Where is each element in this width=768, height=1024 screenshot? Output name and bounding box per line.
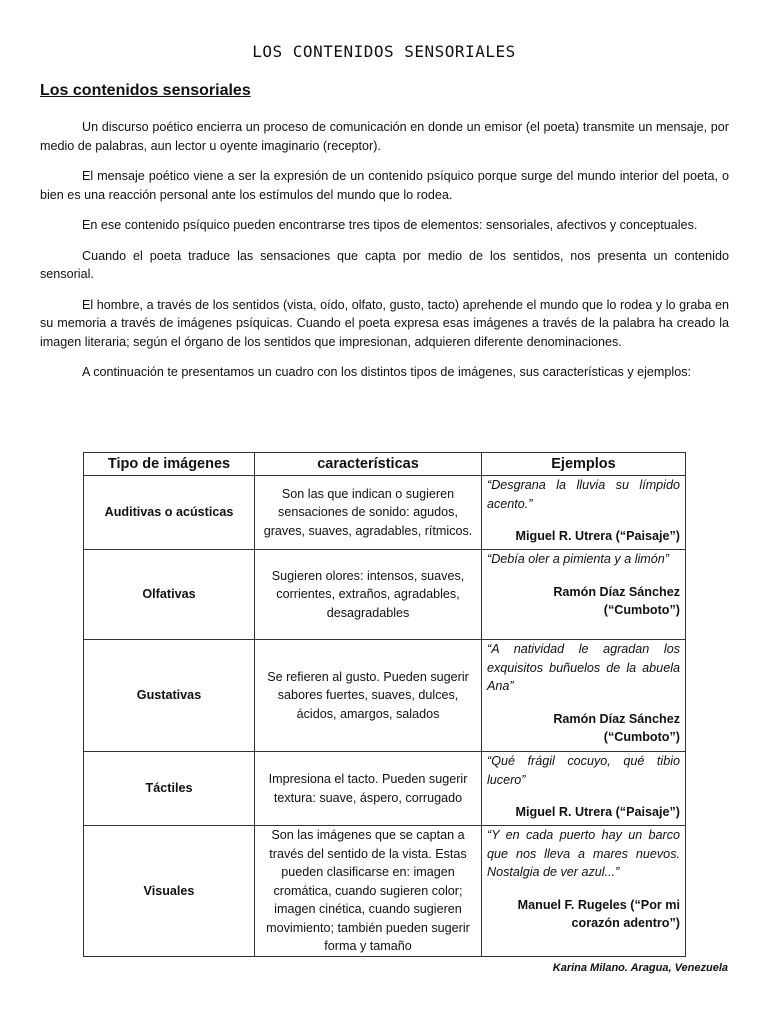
example-cell bbox=[482, 476, 686, 550]
image-types-table bbox=[83, 452, 686, 957]
image-type-cell: Olfativas bbox=[84, 550, 255, 640]
example-quote: “A natividad le agradan los exquisitos buñuelos de la abuela Ana” bbox=[487, 642, 680, 693]
paragraph: El hombre, a través de los sentidos (vista, oído, olfato, gusto, tacto) aprehende el mundo que lo rodea y lo graba en su memoria a través de imágenes psíquicas. Cuando el poeta expresa esas imágenes a través de la palabra ha creado la imagen literaria; según el órgano de los sentidos que impresionan, adquieren diferente denominaciones. bbox=[40, 297, 729, 349]
image-type-cell: Auditivas o acústicas bbox=[84, 476, 255, 550]
author-credit: Karina Milano. Aragua, Venezuela bbox=[552, 962, 728, 974]
characteristics-cell: Son las que indican o sugieren sensaciones de sonido: agudos, graves, suaves, agradables, rítmicos. bbox=[255, 476, 482, 550]
paragraph: El mensaje poético viene a ser la expresión de un contenido psíquico porque surge del mundo interior del poeta, o bien es una reacción personal ante los estímulos del mundo que lo rodea. bbox=[40, 169, 729, 202]
paragraph: A continuación te presentamos un cuadro con los distintos tipos de imágenes, sus características y ejemplos: bbox=[82, 365, 692, 379]
document-title: LOS CONTENIDOS SENSORIALES bbox=[252, 42, 516, 61]
example-cell bbox=[482, 550, 686, 640]
example-cell bbox=[482, 640, 686, 752]
column-header-examples: Ejemplos bbox=[482, 453, 686, 476]
table-row bbox=[84, 752, 686, 826]
table-row bbox=[84, 640, 686, 752]
example-quote: “Desgrana la lluvia su límpido acento.” bbox=[487, 478, 680, 511]
example-quote: “Qué frágil cocuyo, qué tibio lucero” bbox=[487, 754, 680, 787]
example-author: Miguel R. Utrera (“Paisaje”) bbox=[515, 529, 680, 543]
section-heading: Los contenidos sensoriales bbox=[40, 82, 251, 99]
characteristics-cell: Son las imágenes que se captan a través del sentido de la vista. Estas pueden clasificarse en: imagen cromática, cuando sugieren color; imagen cinética, cuando sugieren movimiento; también pueden sugerir forma y tamaño bbox=[255, 826, 482, 957]
paragraph: Cuando el poeta traduce las sensaciones que capta por medio de los sentidos, nos presenta un contenido sensorial. bbox=[40, 248, 729, 281]
table-row bbox=[84, 550, 686, 640]
table-header-row bbox=[84, 453, 686, 476]
example-author: Miguel R. Utrera (“Paisaje”) bbox=[515, 805, 680, 819]
characteristics-cell: Se refieren al gusto. Pueden sugerir sabores fuertes, suaves, dulces, ácidos, amargos, salados bbox=[255, 640, 482, 752]
paragraph: Un discurso poético encierra un proceso de comunicación en donde un emisor (el poeta) transmite un mensaje, por medio de palabras, aun lector u oyente imaginario (receptor). bbox=[40, 120, 729, 153]
characteristics-cell: Sugieren olores: intensos, suaves, corrientes, extraños, agradables, desagradables bbox=[255, 550, 482, 640]
image-type-cell: Visuales bbox=[84, 826, 255, 957]
image-type-cell: Gustativas bbox=[84, 640, 255, 752]
example-author: Manuel F. Rugeles (“Por mi corazón adentro”) bbox=[517, 897, 680, 930]
example-quote: “Debía oler a pimienta y a limón” bbox=[487, 552, 669, 566]
example-author: Ramón Díaz Sánchez (“Cumboto”) bbox=[553, 711, 680, 744]
column-header-type: Tipo de imágenes bbox=[84, 453, 255, 476]
image-type-cell: Táctiles bbox=[84, 752, 255, 826]
table-row bbox=[84, 826, 686, 957]
example-cell bbox=[482, 826, 686, 957]
example-author: Ramón Díaz Sánchez (“Cumboto”) bbox=[553, 584, 680, 617]
example-cell bbox=[482, 752, 686, 826]
table-row bbox=[84, 476, 686, 550]
example-quote: “Y en cada puerto hay un barco que nos lleva a mares nuevos. Nostalgia de ver azul...” bbox=[487, 828, 680, 879]
paragraph: En ese contenido psíquico pueden encontrarse tres tipos de elementos: sensoriales, afectivos y conceptuales. bbox=[82, 218, 698, 232]
column-header-characteristics: características bbox=[255, 453, 482, 476]
body-text bbox=[40, 118, 729, 394]
characteristics-cell: Impresiona el tacto. Pueden sugerir textura: suave, áspero, corrugado bbox=[255, 752, 482, 826]
